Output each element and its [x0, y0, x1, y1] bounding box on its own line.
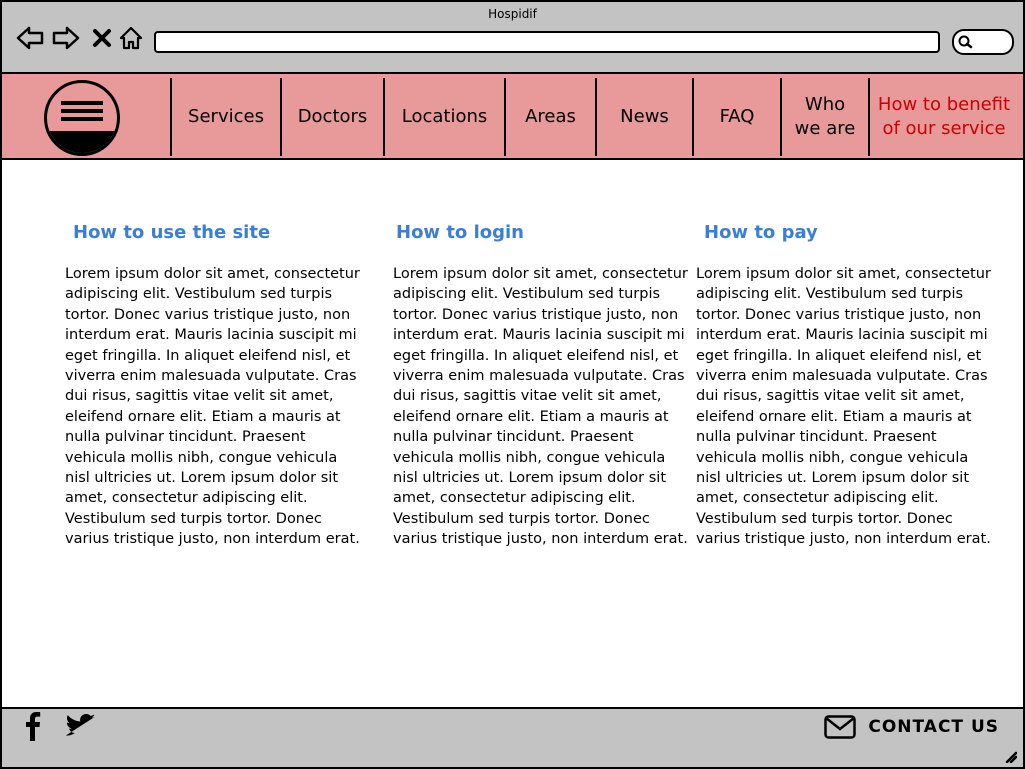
site-header — [2, 74, 1023, 160]
site-footer — [2, 707, 1023, 747]
forward-icon[interactable] — [52, 24, 80, 52]
column-how-to-use — [73, 222, 270, 243]
column-text: Lorem ipsum dolor sit amet, consectetur adipiscing elit. Vestibulum sed turpis tortor. Donec varius tristique justo, non interdum erat. Mauris lacinia suscipit mi eget fringilla. In aliquet eleifend nisl, et viverra enim malesuada vulputate. Cras dui risus, sagittis vitae velit sit amet, eleifend ornare elit. Etiam a mauris at nulla pulvinar tincidunt. Praesent vehicula mollis nibh, congue vehicula nisl ultricies ut. Lorem ipsum dolor sit amet, consectetur adipiscing elit. Vestibulum sed turpis tortor. Donec varius tristique justo, non interdum erat. — [393, 266, 688, 548]
column-text: Lorem ipsum dolor sit amet, consectetur adipiscing elit. Vestibulum sed turpis tortor. Donec varius tristique justo, non interdum erat. Mauris lacinia suscipit mi eget fringilla. In aliquet eleifend nisl, et viverra enim malesuada vulputate. Cras dui risus, sagittis vitae velit sit amet, eleifend ornare elit. Etiam a mauris at nulla pulvinar tincidunt. Praesent vehicula mollis nibh, congue vehicula nisl ultricies ut. Lorem ipsum dolor sit amet, consectetur adipiscing elit. Vestibulum sed turpis tortor. Donec varius tristique justo, non interdum erat. — [65, 266, 360, 548]
column-how-to-pay — [704, 222, 818, 243]
facebook-icon[interactable] — [24, 711, 42, 745]
nav-item-doctors[interactable]: Doctors — [280, 78, 383, 156]
back-icon[interactable] — [16, 24, 44, 52]
browser-toolbar — [2, 2, 1023, 74]
nav-item-locations[interactable]: Locations — [383, 78, 504, 156]
contact-us-label: CONTACT US — [868, 717, 999, 737]
status-bar — [2, 745, 1023, 767]
resize-grip-icon[interactable] — [1003, 749, 1017, 763]
address-bar[interactable] — [154, 31, 940, 53]
nav-item-services[interactable]: Services — [170, 78, 280, 156]
search-box[interactable] — [952, 29, 1014, 55]
stop-icon[interactable] — [88, 24, 116, 52]
window-title: Hospidif — [488, 7, 537, 21]
column-heading: How to use the site — [73, 222, 271, 243]
column-text: Lorem ipsum dolor sit amet, consectetur adipiscing elit. Vestibulum sed turpis tortor. Donec varius tristique justo, non interdum erat. Mauris lacinia suscipit mi eget fringilla. In aliquet eleifend nisl, et viverra enim malesuada vulputate. Cras dui risus, sagittis vitae velit sit amet, eleifend ornare elit. Etiam a mauris at nulla pulvinar tincidunt. Praesent vehicula mollis nibh, congue vehicula nisl ultricies ut. Lorem ipsum dolor sit amet, consectetur adipiscing elit. Vestibulum sed turpis tortor. Donec varius tristique justo, non interdum erat. — [696, 266, 991, 548]
search-icon — [957, 35, 973, 49]
nav-item-news[interactable]: News — [595, 78, 692, 156]
home-icon[interactable] — [117, 24, 145, 52]
twitter-icon[interactable] — [66, 714, 96, 742]
nav-item-faq[interactable]: FAQ — [692, 78, 780, 156]
nav-item-areas[interactable]: Areas — [504, 78, 595, 156]
nav-item-how-to-benefit[interactable]: How to benefit of our service — [868, 78, 1018, 156]
column-heading: How to login — [396, 222, 524, 243]
contact-us-link[interactable] — [824, 715, 999, 739]
column-heading: How to pay — [704, 222, 818, 243]
column-how-to-login — [396, 222, 524, 243]
nav-item-who-we-are[interactable]: Who we are — [780, 78, 868, 156]
mail-icon — [824, 715, 856, 739]
menu-logo-icon[interactable] — [44, 80, 120, 156]
